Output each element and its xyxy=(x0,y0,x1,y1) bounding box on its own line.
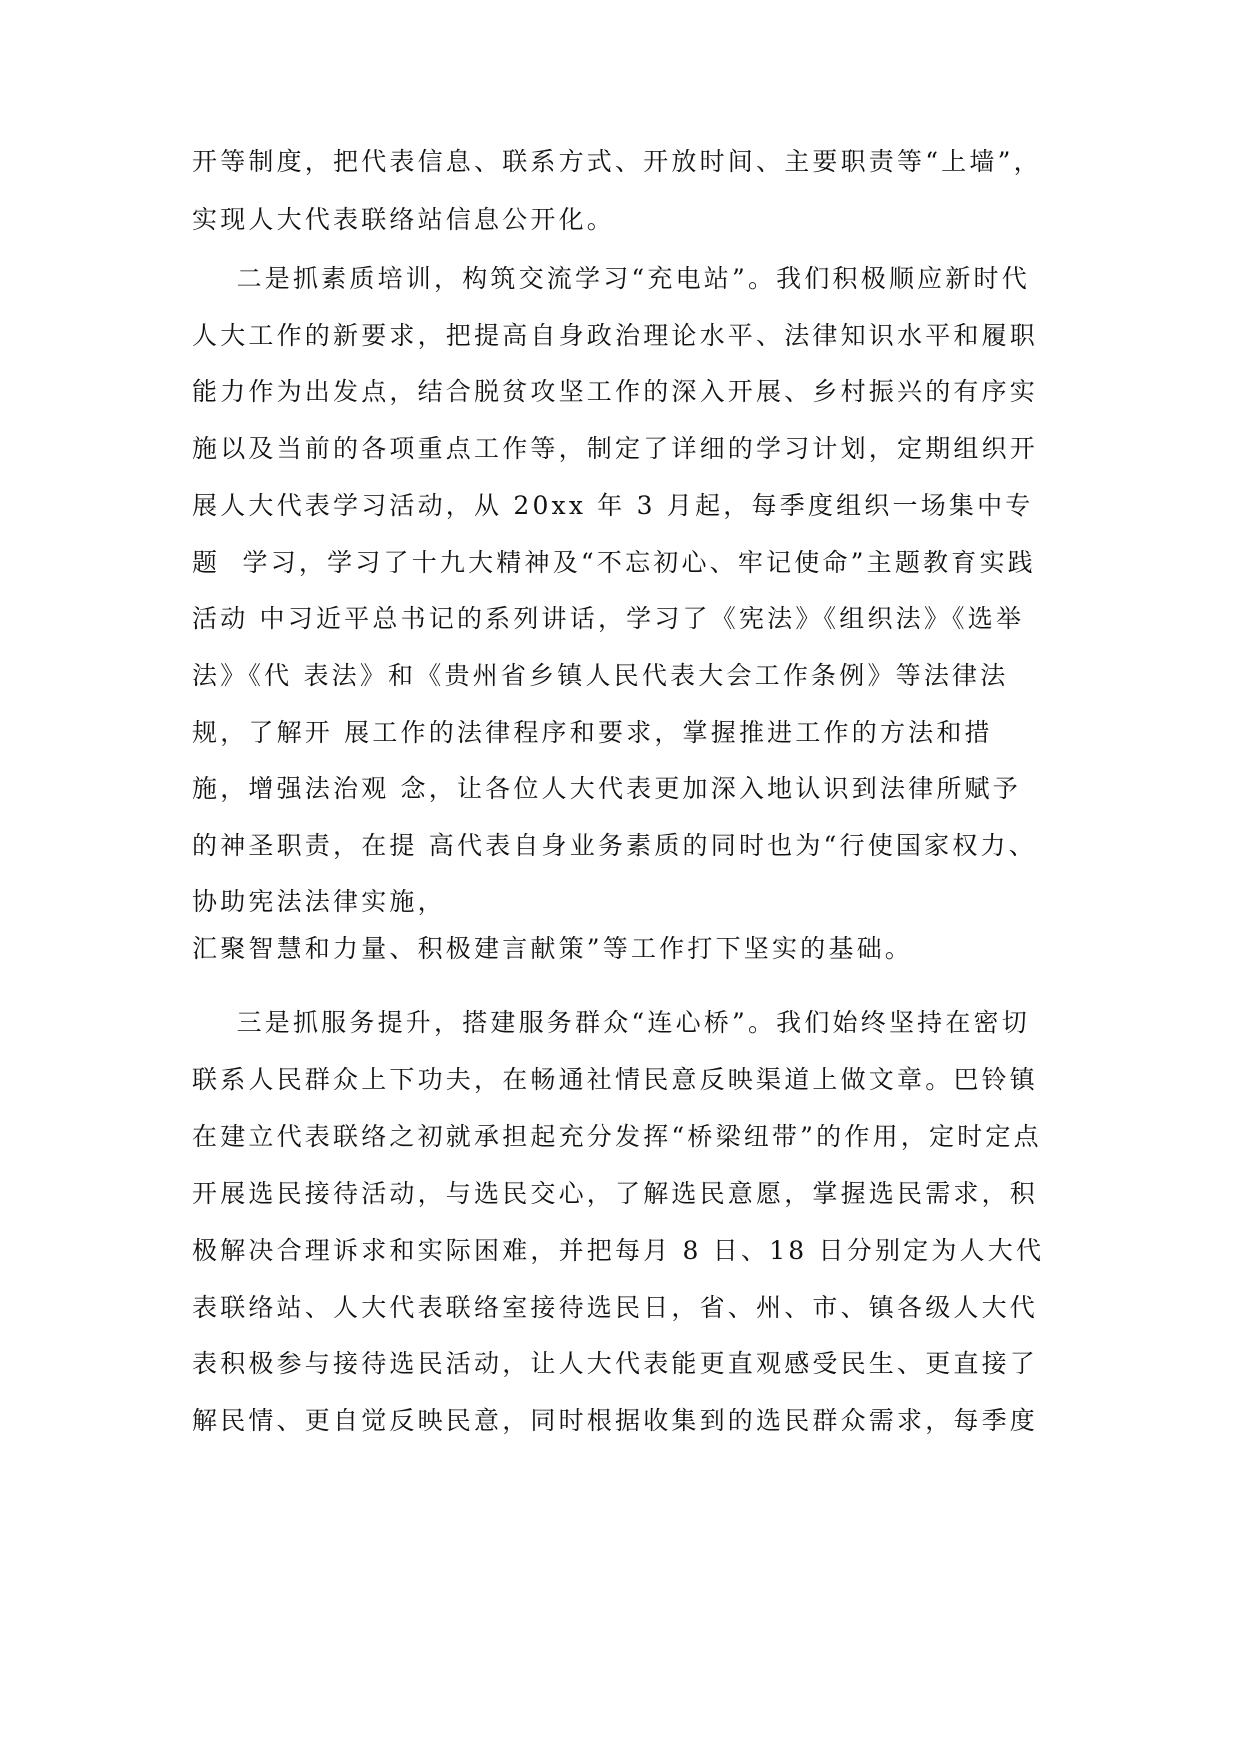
text-line: 的神圣职责，在提 高代表自身业务素质的同时也为“行使国家权力、 xyxy=(192,831,1037,860)
paragraph-2-line: 二是抓素质培训，构筑交流学习“充电站”。我们积极顺应新时代 xyxy=(192,264,1030,293)
text-line: 极解决合理诉求和实际困难，并把每月 8 日、18 日分别定为人大代 xyxy=(192,1236,1045,1265)
text-line: 规，了解开 展工作的法律程序和要求，掌握推进工作的方法和措 xyxy=(192,718,993,747)
text-line: 展人大代表学习活动，从 20xx 年 3 月起，每季度组织一场集中专 xyxy=(192,491,1034,520)
text-line: 能力作为出发点，结合脱贫攻坚工作的深入开展、乡村振兴的有序实 xyxy=(192,377,1039,406)
text-line: 活动 中习近平总书记的系列讲话，学习了《宪法》《组织法》《选举 xyxy=(192,604,1025,633)
text-line: 协助宪法法律实施， xyxy=(192,887,446,916)
text-line: 汇聚智慧和力量、积极建言献策”等工作打下坚实的基础。 xyxy=(192,934,913,963)
text-line: 实现人大代表联络站信息公开化。 xyxy=(192,205,616,234)
paragraph-3-line: 三是抓服务提升，搭建服务群众“连心桥”。我们始终坚持在密切 xyxy=(192,1008,1030,1037)
text-line: 开展选民接待活动，与选民交心，了解选民意愿，掌握选民需求，积 xyxy=(192,1179,1039,1208)
text-line: 在建立代表联络之初就承担起充分发挥“桥梁纽带”的作用，定时定点 xyxy=(192,1122,1042,1151)
text-line: 解民情、更自觉反映民意，同时根据收集到的选民群众需求，每季度 xyxy=(192,1406,1039,1435)
text-line: 施以及当前的各项重点工作等，制定了详细的学习计划，定期组织开 xyxy=(192,434,1039,463)
text-line: 联系人民群众上下功夫，在畅通社情民意反映渠道上做文章。巴铃镇 xyxy=(192,1065,1039,1094)
text-line: 题 学习，学习了十九大精神及“不忘初心、牢记使命”主题教育实践 xyxy=(192,548,1036,577)
text-line: 人大工作的新要求，把提高自身政治理论水平、法律知识水平和履职 xyxy=(192,321,1039,350)
text-line: 法》《代 表法》和《贵州省乡镇人民代表大会工作条例》等法律法 xyxy=(192,661,1009,690)
text-line: 开等制度，把代表信息、联系方式、开放时间、主要职责等“上墙”， xyxy=(192,147,1042,176)
text-line: 施，增强法治观 念，让各位人大代表更加深入地认识到法律所赋予 xyxy=(192,774,1021,803)
text-line: 表积极参与接待选民活动，让人大代表能更直观感受民生、更直接了 xyxy=(192,1349,1039,1378)
text-line: 表联络站、人大代表联络室接待选民日，省、州、市、镇各级人大代 xyxy=(192,1293,1039,1322)
